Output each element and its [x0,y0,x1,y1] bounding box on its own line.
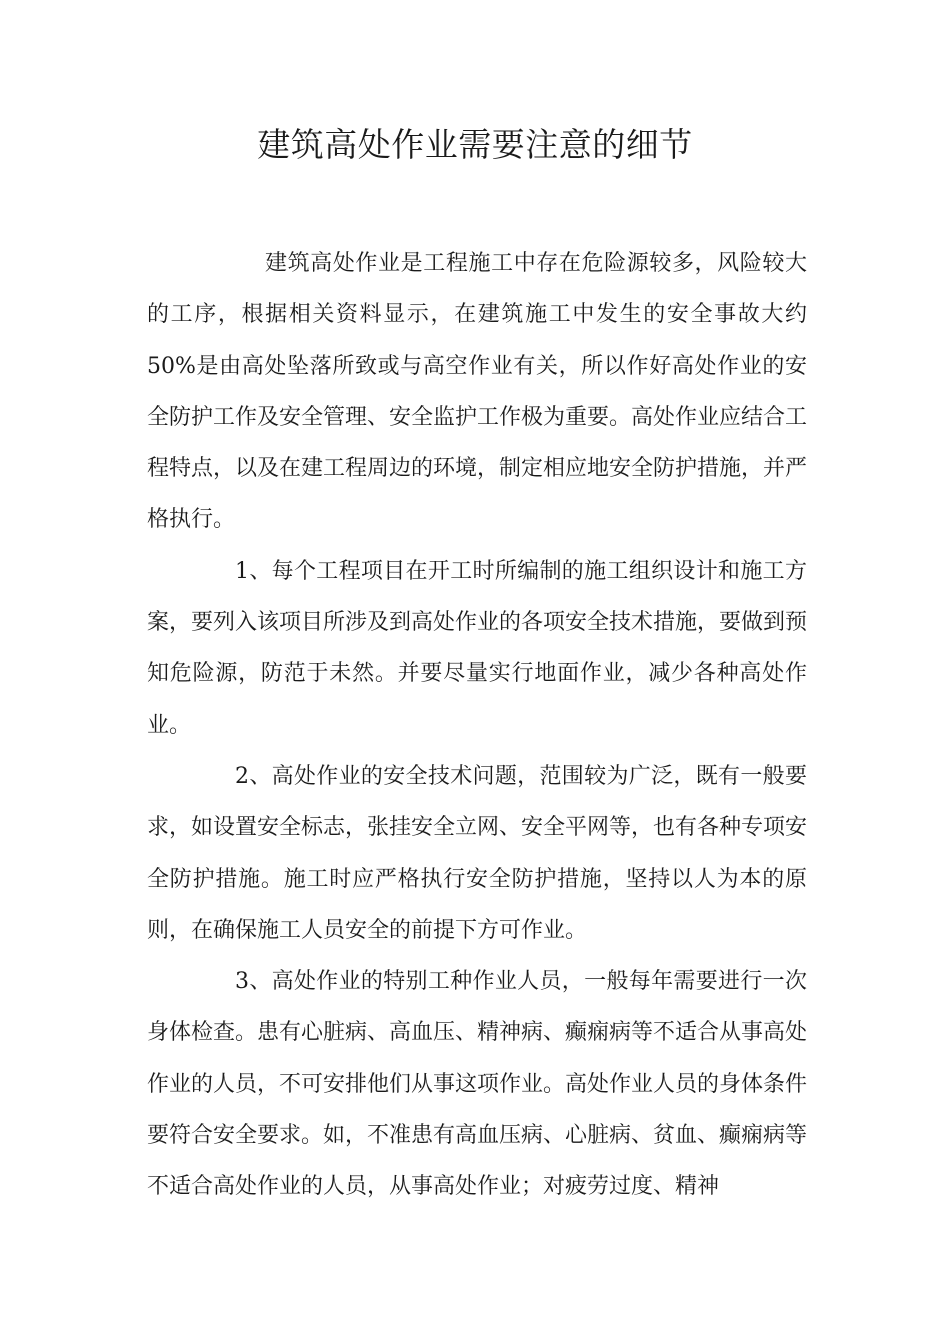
paragraph-item-1: 1、每个工程项目在开工时所编制的施工组织设计和施工方案，要列入该项目所涉及到高处作业的各项安全技术措施，要做到预知危险源，防范于未然。并要尽量实行地面作业，减少各种高处作业。 [147,558,808,738]
paragraph-intro: 建筑高处作业是工程施工中存在危险源较多，风险较大的工序，根据相关资料显示，在建筑施工中发生的安全事故大约50%是由高处坠落所致或与高空作业有关，所以作好高处作业的安全防护工作及安全管理、安全监护工作极为重要。高处作业应结合工程特点，以及在建工程周边的环境，制定相应地安全防护措施，并严格执行。 [147,251,808,533]
document-title: 建筑高处作业需要注意的细节 [257,125,693,164]
paragraph-item-2: 2、高处作业的安全技术问题，范围较为广泛，既有一般要求，如设置安全标志，张挂安全立网、安全平网等，也有各种专项安全防护措施。施工时应严格执行安全防护措施，坚持以人为本的原则，在确保施工人员安全的前提下方可作业。 [147,763,808,943]
document-body [147,238,807,1213]
paragraph-item-3: 3、高处作业的特别工种作业人员，一般每年需要进行一次身体检查。患有心脏病、高血压、精神病、癫痫病等不适合从事高处作业的人员，不可安排他们从事这项作业。高处作业人员的身体条件要符合安全要求。如，不准患有高血压病、心脏病、贫血、癫痫病等不适合高处作业的人员，从事高处作业；对疲劳过度、精神 [147,969,808,1200]
